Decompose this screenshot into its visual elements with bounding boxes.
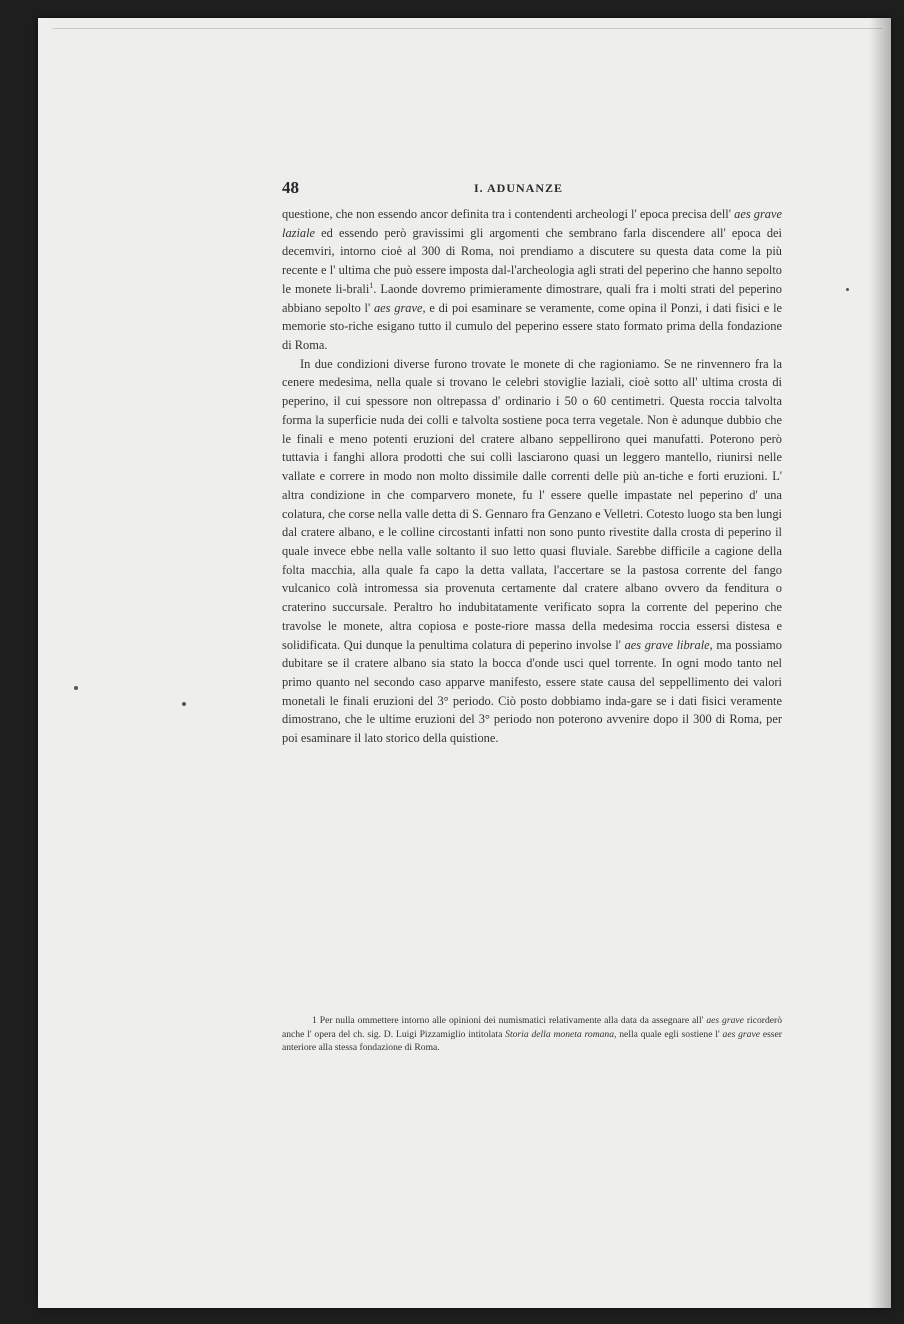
footnote-reference: 1	[369, 280, 374, 290]
text-run: 1 Per nulla ommettere intorno alle opinioni dei numismatici relativamente alla data da assegnare all'	[312, 1015, 707, 1026]
paragraph	[282, 205, 782, 355]
text-run: In due condizioni diverse furono trovate le monete di che ragioniamo. Se ne rinvennero fra la cenere medesima, nella quale si trovano le celebri stoviglie laziali, cioè sotto all' ultima crosta di peperino, il cui spessore non oltrepassa d' ordinario i 50 o 60 centimetri. Questa roccia talvolta forma la superficie nuda dei colli e talvolta sostiene poca terra vegetale. Non è adunque dubbio che le finali e meno potenti eruzioni del cratere albano seppellirono quei manufatti. Poterono però tuttavia i fanghi allora prodotti che sui colli lasciarono quasi un leggero mantello, riunirsi nelle vallate e correre in modo non molto dissimile dalle correnti delle più an-tiche e forti eruzioni. L' altra condizione in che comparvero monete, fu l' essere quelle impastate nel peperino d' una colatura, che corse nella valle detta di S. Gennaro fra Genzano e Velletri. Cotesto luogo sta ben lungi dal cratere albano, e le colline circostanti infatti non sono punto rivestite dalla crosta di peperino il quale invece ebbe nella valle soltanto il suo letto quasi fluviale. Sarebbe difficile a cagione della folta macchia, alla quale fa capo la detta vallata, l'accertare se la pastosa corrente del fango vulcanico colà intromessa sia provenuta certamente dal cratere albano ovvero da fenditura o craterino succursale. Peraltro ho indubitatamente verificato sopra la corrente del peperino che travolse le monete, altra copiosa e poste-riore massa della medesima roccia essersi distesa e solidificata. Qui dunque la penultima colatura di peperino involse l'	[282, 356, 782, 652]
footnote-text	[282, 1014, 782, 1055]
scan-speck	[182, 702, 186, 706]
footnote	[282, 1014, 782, 1055]
text-run: , nella quale egli sostiene l'	[614, 1028, 723, 1040]
italic-phrase: Storia della moneta romana	[505, 1028, 615, 1040]
text-run: questione, che non essendo ancor definita tra i contendenti archeologi l' epoca precisa dell'	[282, 207, 735, 221]
paragraph	[282, 355, 782, 748]
italic-phrase: aes grave	[706, 1015, 744, 1026]
text-run: , ma possiamo dubitare se il cratere albano sia stato la bocca d'onde usci quel torrente. In ogni modo tanto nel primo quanto nel secondo caso apparve manifesto, essere state causa del seppellimento dei valori monetali le finali eruzioni del 3° periodo. Ciò posto dobbiamo inda-gare se i dati fisici veramente dimostrano, che le ultime eruzioni del 3° periodo non poterono avvenire dopo il 300 di Roma, per poi esaminare il lato storico della quistione.	[282, 637, 782, 746]
italic-phrase: aes grave	[373, 300, 423, 315]
text-run: ricorderò anche l' opera del ch. sig. D. Luigi Pizzamiglio intitolata	[282, 1015, 782, 1040]
italic-phrase: aes grave librale	[624, 637, 710, 652]
body-text	[282, 205, 782, 748]
italic-phrase: aes grave laziale	[282, 207, 783, 240]
scan-speck	[74, 686, 78, 690]
scan-speck	[846, 288, 849, 291]
page-header	[282, 178, 782, 198]
gutter-shadow	[869, 18, 891, 1308]
text-run: . Laonde dovremo primieramente dimostrare, quali fra i molti strati del peperino abbiano sepolto l'	[282, 281, 783, 315]
text-run: ed essendo però gravissimi gli argomenti che sembrano farla discendere all' epoca dei decemviri, intorno cioè al 300 di Roma, noi prendiamo a discutere su questa data come la più recente e l' ultima che può essere imposta dal-l'archeologia agli strati del peperino che hanno sepolto le monete li-brali	[282, 225, 782, 296]
text-run: , e di poi esaminare se veramente, come opina il Ponzi, i dati fisici e le memorie sto-riche esigano tutto il cumulo del peperino essere stato formato prima della fondazione di Roma.	[282, 300, 783, 353]
page-edge-line	[52, 28, 882, 41]
page-number: 48	[282, 178, 299, 197]
text-run: esser anteriore alla stessa fondazione di Roma.	[282, 1028, 782, 1053]
running-title: I. ADUNANZE	[474, 181, 564, 195]
italic-phrase: aes grave	[722, 1028, 760, 1040]
